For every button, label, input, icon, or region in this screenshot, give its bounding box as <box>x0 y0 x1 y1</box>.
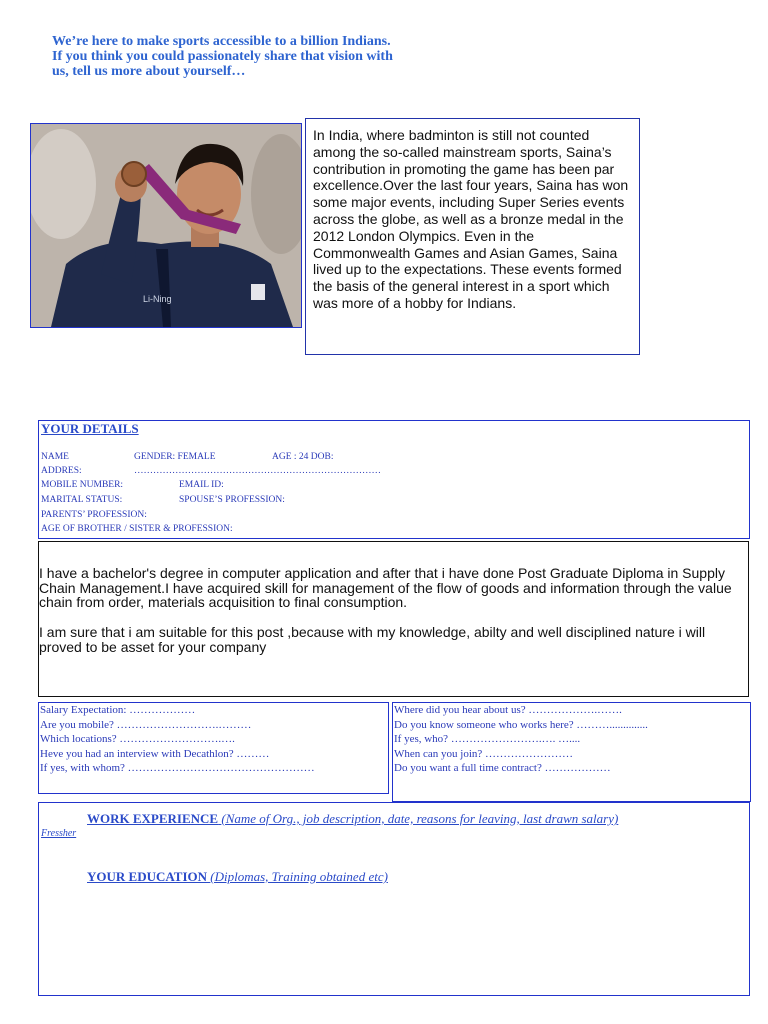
athlete-illustration <box>31 124 301 327</box>
story-text: In India, where badminton is still not counted among the so-called mainstream sports, Saina’s contribution in promoting the game has been par excellence.Over the last four years, Saina has won some major events, including Super Series events across the globe, as well as a bronze medal in the 2012 London Olympics. Even in the Commonwealth Games and Asian Games, Saina lived up to the expectations. These events formed the basis of the general interest in a sport which was more of a hobby for Indians. <box>313 127 629 311</box>
previous-interview-question: Heve you had an interview with Decathlon? ……… <box>40 747 270 760</box>
details-heading: YOUR DETAILS <box>41 421 139 436</box>
full-time-question: Do you want a full time contract? ……………… <box>394 762 611 774</box>
salary-expectation-question: Salary Expectation: ……………… <box>40 704 196 716</box>
education-heading <box>87 869 388 885</box>
spouse-profession-label: SPOUSE’S PROFESSION: <box>179 495 285 505</box>
referral-question: Do you know someone who works here? ……….............. <box>394 718 648 731</box>
intro-line-2: If you think you could passionately share that vision with <box>52 49 393 64</box>
sibling-profession-label: AGE OF BROTHER / SISTER & PROFESSION: <box>41 524 233 534</box>
intro-text <box>52 34 482 79</box>
education-hint: (Diplomas, Training obtained etc) <box>210 869 388 884</box>
education-title: YOUR EDUCATION <box>87 869 208 884</box>
locations-question: Which locations? ……………………….…. <box>40 733 235 745</box>
about-me-box <box>38 541 749 697</box>
fresher-note: Fressher <box>41 828 77 839</box>
join-date-question: When can you join? …………………… <box>394 747 574 760</box>
work-experience-heading <box>87 811 618 827</box>
interviewer-question: If yes, with whom? …………………………………………… <box>40 762 315 774</box>
marital-status-label: MARITAL STATUS: <box>41 495 123 505</box>
address-dots: …………………………………………………………………… <box>134 466 381 476</box>
story-text-box <box>305 118 640 355</box>
address-label: ADDRES: <box>41 466 82 476</box>
intro-line-1: We’re here to make sports accessible to a billion Indians. <box>52 34 391 49</box>
work-experience-hint: (Name of Org., job description, date, reasons for leaving, last drawn salary) <box>221 811 619 826</box>
name-label: NAME <box>41 452 69 462</box>
mobility-question: Are you mobile? ……………………….……… <box>40 718 252 731</box>
work-experience-title: WORK EXPERIENCE <box>87 811 219 826</box>
email-label: EMAIL ID: <box>179 480 224 490</box>
svg-text:Li-Ning: Li-Ning <box>143 294 172 304</box>
age-dob-field: AGE : 24 DOB: <box>272 452 334 462</box>
gender-field: GENDER: FEMALE <box>134 452 216 462</box>
experience-education-box <box>38 802 750 996</box>
about-paragraph-2: I am sure that i am suitable for this post ,because with my knowledge, abilty and well disciplined nature i will proved to be asset for your company <box>39 624 706 655</box>
parents-profession-label: PARENTS’ PROFESSION: <box>41 510 147 520</box>
source-question: Where did you hear about us? ……………….……. <box>394 704 622 716</box>
questions-right-box <box>392 702 751 802</box>
about-paragraph-1: I have a bachelor's degree in computer application and after that i have done Post Graduate Diploma in Supply Chain Management.I have acquired skill for management of the flow of goods and information through the value chain from order, materials acquisition to final consumption. <box>39 565 732 610</box>
intro-line-3: us, tell us more about yourself… <box>52 64 246 79</box>
questions-left-box <box>38 702 389 794</box>
mobile-label: MOBILE NUMBER: <box>41 480 124 490</box>
personal-details-box <box>38 420 750 539</box>
referral-name-question: If yes, who? …………………….…. ….... <box>394 733 581 745</box>
athlete-photo <box>30 123 302 328</box>
